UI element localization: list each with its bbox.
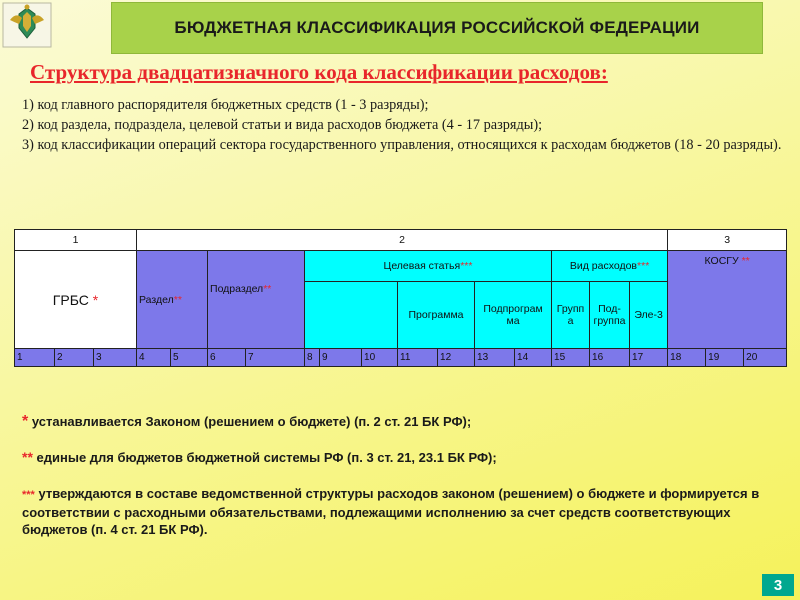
digit-cell: 6 — [208, 349, 246, 367]
header-title: БЮДЖЕТНАЯ КЛАССИФИКАЦИЯ РОССИЙСКОЙ ФЕДЕРАЦИИ — [111, 2, 763, 54]
digit-cell: 19 — [706, 349, 744, 367]
subtitle: Структура двадцатизначного кода классификации расходов: — [30, 60, 608, 84]
digit-cell: 13 — [475, 349, 515, 367]
razdel-mark: ** — [173, 293, 182, 306]
footnote-text: единые для бюджетов бюджетной системы РФ (п. 3 ст. 21, 23.1 БК РФ); — [32, 450, 497, 465]
digit-cell: 18 — [668, 349, 706, 367]
vid-label: Вид расходов — [569, 260, 638, 272]
podrazdel-label: Подраздел — [210, 283, 264, 295]
celevaya-cell — [305, 251, 552, 282]
code-structure-list — [22, 95, 782, 155]
digit-cell: 7 — [246, 349, 305, 367]
digit-cell: 8 — [305, 349, 320, 367]
razdel-label: Раздел — [139, 293, 174, 306]
group-number: 2 — [137, 230, 668, 251]
digit-cell: 20 — [744, 349, 787, 367]
digit-cell: 17 — [630, 349, 668, 367]
vid-cell — [552, 251, 668, 282]
group-number: 1 — [15, 230, 137, 251]
digit-cell: 2 — [55, 349, 94, 367]
kosgu-label: КОСГУ — [704, 255, 739, 267]
celevaya-mark: *** — [460, 260, 473, 272]
emblem-logo — [2, 2, 52, 48]
podprogramma-cell: Подпрограм ма — [475, 282, 552, 349]
list-item: 3) код классификации операций сектора государственного управления, относящихся к расходам бюджетов (18 - 20 разряды). — [22, 137, 782, 153]
digit-cell: 4 — [137, 349, 171, 367]
digit-cell: 14 — [515, 349, 552, 367]
podrazdel-cell — [208, 251, 305, 349]
footnote-text: устанавливается Законом (решением о бюджете) (п. 2 ст. 21 БК РФ); — [28, 414, 472, 429]
grbs-label: ГРБС — [52, 291, 89, 308]
vid-mark: *** — [637, 260, 650, 272]
footnote — [22, 413, 792, 430]
digit-cell: 3 — [94, 349, 137, 367]
footnote-mark: * — [22, 413, 29, 430]
code-structure-table — [14, 229, 787, 367]
footnotes — [22, 413, 792, 538]
digit-cell: 5 — [171, 349, 208, 367]
digit-cell: 1 — [15, 349, 55, 367]
digit-cell: 9 — [320, 349, 362, 367]
grbs-mark: * — [92, 291, 99, 308]
kosgu-mark: ** — [741, 255, 750, 267]
list-item: 1) код главного распорядителя бюджетных средств (1 - 3 разряды); — [22, 97, 429, 113]
programma-cell: Программа — [398, 282, 475, 349]
digit-cell: 10 — [362, 349, 398, 367]
podrazdel-mark: ** — [263, 283, 272, 295]
digit-cell: 11 — [398, 349, 438, 367]
gruppa-cell: Групп а — [552, 282, 590, 349]
podgruppa-cell: Под-группа — [590, 282, 630, 349]
grbs-cell — [15, 251, 137, 349]
group-number: 3 — [668, 230, 787, 251]
celevaya-label: Целевая статья — [383, 260, 461, 272]
element-cell: Эле-3 — [630, 282, 668, 349]
kosgu-cell — [668, 251, 787, 349]
digit-cell: 12 — [438, 349, 475, 367]
footnote-mark: *** — [22, 489, 35, 501]
digit-cell: 15 — [552, 349, 590, 367]
footnote-text: утверждаются в составе ведомственной структуры расходов законом (решением) о бюджете и формируется в соответствии с расходными обязательствами, подлежащими исполнению за счет средств соответствующих бюджетов (п. 4 ст. 21 БК РФ). — [22, 486, 760, 537]
page-number-badge: 3 — [762, 574, 794, 596]
list-item: 2) код раздела, подраздела, целевой статьи и вида расходов бюджета (4 - 17 разряды); — [22, 117, 543, 133]
digit-cell: 16 — [590, 349, 630, 367]
footnote-mark: ** — [22, 449, 33, 465]
celevaya-blank-cell — [305, 282, 398, 349]
footnote — [22, 485, 792, 538]
footnote — [22, 449, 792, 466]
razdel-cell — [137, 251, 208, 349]
